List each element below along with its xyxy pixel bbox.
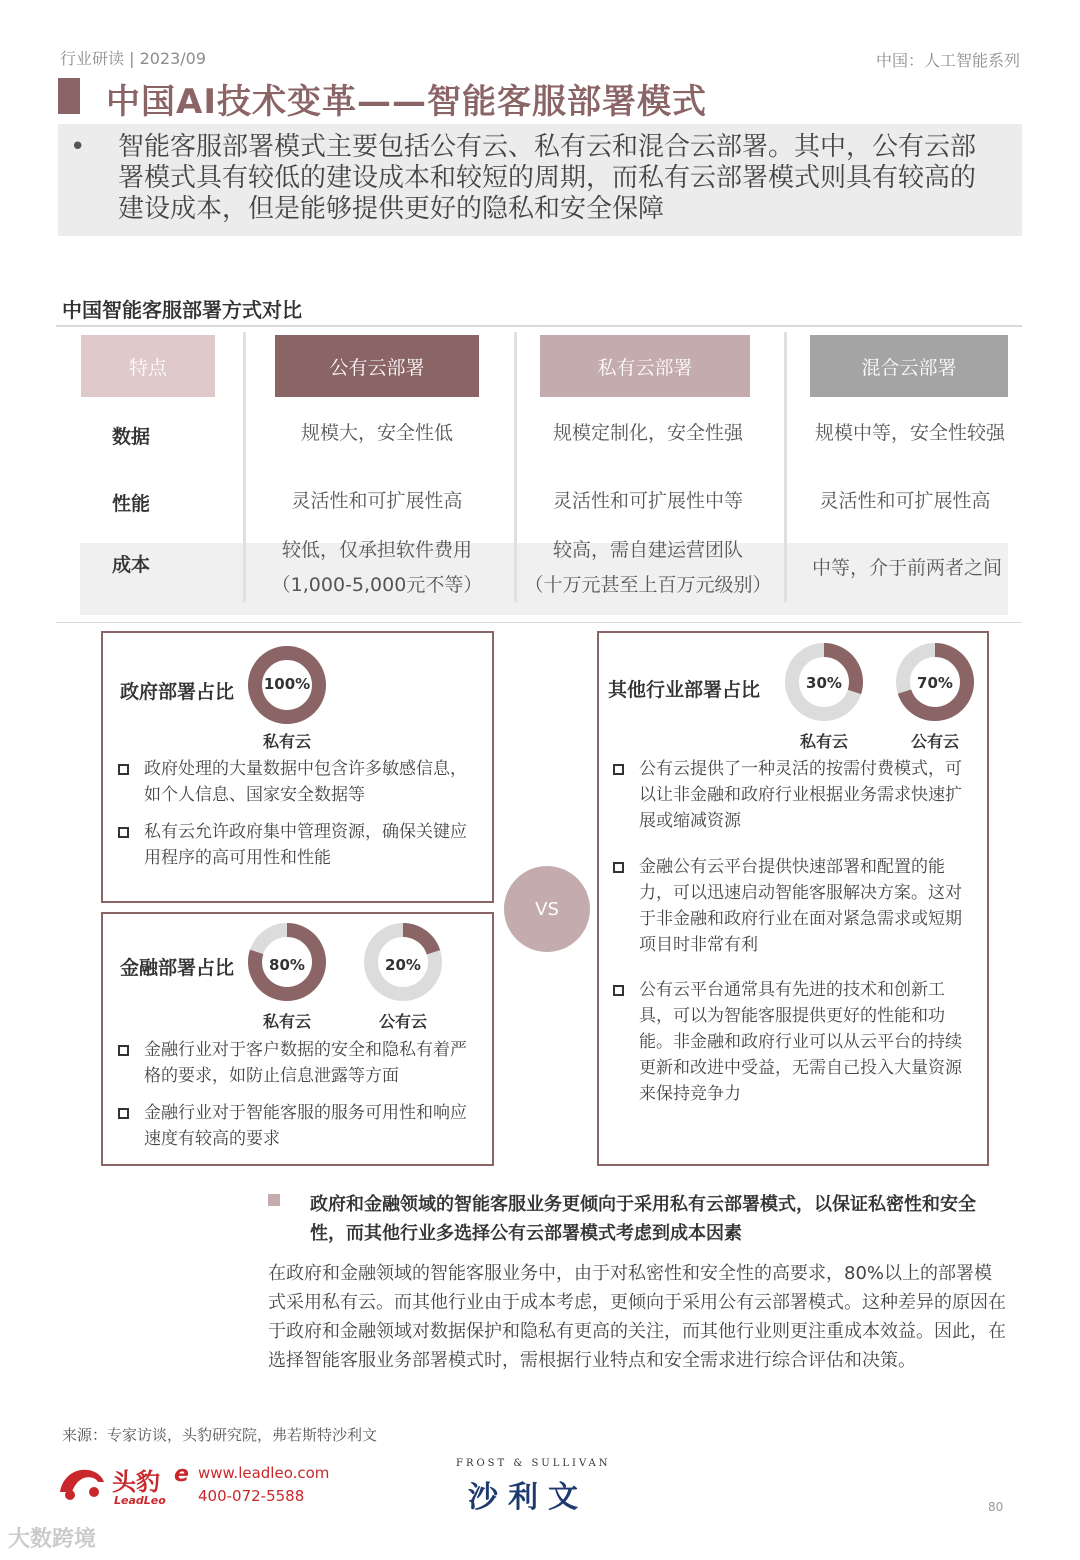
checkbox-icon (613, 985, 624, 996)
other-donut-public-value: 70% (917, 674, 953, 692)
title-accent-bar (58, 78, 80, 114)
fin-bullet-2: 金融行业对于智能客服的服务可用性和响应速度有较高的要求 (144, 1103, 467, 1149)
other-bullet-3: 公有云平台通常具有先进的技术和创新工具，可以为智能客服提供更好的性能和功能。非金融和政府行业可以从云平台的持续更新和改进中受益，无需自己投入大量资源来保持竞争力 (639, 980, 962, 1104)
e-logo-icon: e (174, 1462, 189, 1487)
fin-bullet-1: 金融行业对于客户数据的安全和隐私有着严格的要求，如防止信息泄露等方面 (144, 1040, 467, 1086)
fin-donut-public-value: 20% (385, 956, 421, 974)
checkbox-icon (118, 827, 129, 838)
checkbox-icon (118, 1045, 129, 1056)
other-donut-public-caption: 公有云 (910, 732, 959, 751)
fin-donut-public-caption: 公有云 (378, 1012, 427, 1031)
website-link[interactable]: www.leadleo.com (198, 1464, 330, 1482)
table-header-feature: 特点 (81, 335, 215, 397)
section-divider (56, 325, 1022, 327)
cell-hybrid-data: 规模中等，安全性较强 (814, 422, 1005, 444)
column-divider (784, 332, 787, 602)
source-note: 来源：专家访谈，头豹研究院，弗若斯特沙利文 (62, 1426, 378, 1444)
report-tag: 行业研读 | 2023/09 (60, 49, 207, 68)
gov-donut-value: 100% (263, 675, 311, 693)
cell-public-data: 规模大，安全性低 (300, 422, 453, 444)
cell-public-cost: 较低，仅承担软件费用 (281, 539, 472, 561)
checkbox-icon (613, 764, 624, 775)
section-title: 中国智能客服部署方式对比 (62, 298, 302, 322)
table-header-hybrid: 混合云部署 (810, 335, 1008, 397)
frost-sullivan-en: FROST & SULLIVAN (456, 1458, 611, 1469)
gov-label: 政府部署占比 (120, 681, 235, 703)
cell-hybrid-perf: 灵活性和可扩展性高 (819, 490, 991, 512)
row-label-data: 数据 (112, 426, 151, 448)
table-bottom-line (56, 622, 1022, 623)
cell-hybrid-cost: 中等，介于前两者之间 (811, 557, 1002, 579)
other-donut-private-caption: 私有云 (799, 732, 848, 751)
table-header-private: 私有云部署 (540, 335, 750, 397)
cell-public-perf: 灵活性和可扩展性高 (291, 490, 463, 512)
series-tag: 中国：人工智能系列 (875, 51, 1020, 70)
frost-sullivan-logo: 沙利文 (468, 1480, 588, 1515)
gov-bullet-2: 私有云允许政府集中管理资源，确保关键应用程序的高可用性和性能 (144, 822, 467, 868)
summary-bullet: • (70, 132, 86, 162)
summary-text: 智能客服部署模式主要包括公有云、私有云和混合云部署。其中，公有云部署模式具有较低的建设成本和较短的周期，而私有云部署模式则具有较高的建设成本，但是能够提供更好的隐私和安全保障 (118, 132, 977, 224)
other-bullet-1: 公有云提供了一种灵活的按需付费模式，可以让非金融和政府行业根据业务需求快速扩展或缩减资源 (639, 759, 962, 831)
row-label-performance: 性能 (112, 493, 151, 515)
conclusion-paragraph: 在政府和金融领域的智能客服业务中，由于对私密性和安全性的高要求，80%以上的部署模式采用私有云。而其他行业由于成本考虑，更倾向于采用公有云部署模式。这种差异的原因在于政府和金融领域对数据保护和隐私有更高的关注，而其他行业则更注重成本效益。因此，在选择智能客服业务部署模式时，需根据行业特点和安全需求进行综合评估和决策。 (268, 1263, 1006, 1371)
cell-private-cost: 较高，需自建运营团队 (552, 539, 743, 561)
checkbox-icon (118, 764, 129, 775)
fin-donut-private-value: 80% (269, 956, 305, 974)
phone-number: 400-072-5588 (198, 1487, 305, 1505)
checkbox-icon (613, 862, 624, 873)
other-donut-private-value: 30% (806, 674, 842, 692)
conclusion-bullet (268, 1194, 280, 1206)
watermark: 大数跨境 (8, 1527, 97, 1552)
gov-bullet-1: 政府处理的大量数据中包含许多敏感信息，如个人信息、国家安全数据等 (144, 759, 467, 805)
page-title: 中国AI技术变革——智能客服部署模式 (106, 82, 707, 122)
page-number: 80 (988, 1500, 1004, 1514)
cell-public-cost-range: （1,000-5,000元不等） (271, 574, 483, 596)
leopard-logo-icon (56, 1462, 108, 1502)
other-bullet-2: 金融公有云平台提供快速部署和配置的能力，可以迅速启动智能客服解决方案。这对于非金融和政府行业在面对紧急需求或短期项目时非常有利 (639, 857, 962, 955)
cell-private-cost-range: （十万元甚至上百万元级别） (524, 574, 772, 596)
other-label: 其他行业部署占比 (608, 679, 761, 701)
column-divider (243, 332, 246, 602)
row-label-cost: 成本 (112, 554, 151, 576)
leadleo-logo-en: LeadLeo (114, 1494, 166, 1507)
column-divider (514, 332, 517, 602)
cell-private-perf: 灵活性和可扩展性中等 (552, 490, 743, 512)
fin-donut-private-caption: 私有云 (262, 1012, 311, 1031)
vs-badge: VS (504, 866, 590, 952)
gov-donut-caption: 私有云 (262, 732, 311, 751)
conclusion-heading: 政府和金融领域的智能客服业务更倾向于采用私有云部署模式，以保证私密性和安全性，而其他行业多选择公有云部署模式考虑到成本因素 (310, 1194, 976, 1244)
cell-private-data: 规模定制化，安全性强 (552, 422, 743, 444)
checkbox-icon (118, 1108, 129, 1119)
table-header-public: 公有云部署 (275, 335, 479, 397)
leadleo-logo-text: 头豹 (112, 1468, 160, 1496)
fin-label: 金融部署占比 (120, 957, 235, 979)
